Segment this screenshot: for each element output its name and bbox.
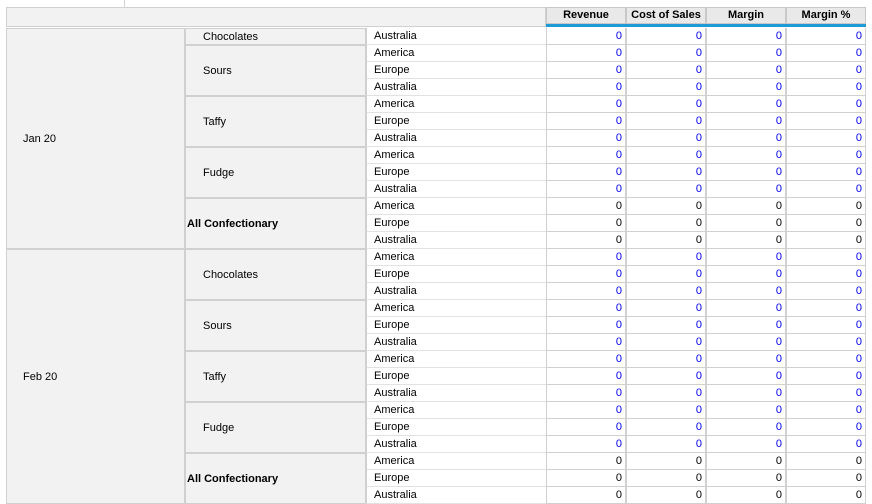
value-cell: 0 <box>786 453 866 470</box>
value-cell[interactable]: 0 <box>546 368 626 385</box>
product-header[interactable] <box>185 402 366 453</box>
value-cell: 0 <box>546 198 626 215</box>
region-label: Australia <box>366 181 546 198</box>
value-cell[interactable]: 0 <box>546 283 626 300</box>
value-cell[interactable]: 0 <box>786 96 866 113</box>
value-cell[interactable]: 0 <box>626 300 706 317</box>
region-label: Europe <box>366 470 546 487</box>
value-cell[interactable]: 0 <box>626 147 706 164</box>
region-label: America <box>366 402 546 419</box>
product-label: All Confectionary <box>187 217 279 230</box>
value-cell[interactable]: 0 <box>546 62 626 79</box>
value-cell[interactable]: 0 <box>706 283 786 300</box>
value-cell: 0 <box>706 453 786 470</box>
region-label: Australia <box>366 28 546 45</box>
value-cell[interactable]: 0 <box>706 300 786 317</box>
value-cell: 0 <box>786 470 866 487</box>
value-cell: 0 <box>786 198 866 215</box>
product-label: Chocolates <box>203 30 259 43</box>
value-cell[interactable]: 0 <box>546 385 626 402</box>
value-cell: 0 <box>786 232 866 249</box>
value-cell: 0 <box>626 487 706 504</box>
value-cell: 0 <box>786 215 866 232</box>
value-cell: 0 <box>546 215 626 232</box>
value-cell[interactable]: 0 <box>706 436 786 453</box>
value-cell: 0 <box>706 198 786 215</box>
value-cell[interactable]: 0 <box>546 402 626 419</box>
region-label: America <box>366 249 546 266</box>
product-header[interactable] <box>185 453 366 504</box>
value-cell: 0 <box>546 232 626 249</box>
value-cell[interactable]: 0 <box>786 45 866 62</box>
product-label: Sours <box>203 64 232 77</box>
region-label: Australia <box>366 436 546 453</box>
value-cell[interactable]: 0 <box>546 351 626 368</box>
value-cell[interactable]: 0 <box>786 147 866 164</box>
value-cell[interactable]: 0 <box>706 164 786 181</box>
product-header[interactable] <box>185 28 366 45</box>
header-accent-bar <box>546 24 866 27</box>
value-cell[interactable]: 0 <box>786 334 866 351</box>
value-cell[interactable]: 0 <box>706 317 786 334</box>
value-cell[interactable]: 0 <box>626 45 706 62</box>
value-cell[interactable]: 0 <box>786 385 866 402</box>
product-label: Sours <box>203 319 232 332</box>
value-cell[interactable]: 0 <box>786 79 866 96</box>
value-cell: 0 <box>626 198 706 215</box>
region-label: America <box>366 198 546 215</box>
value-cell[interactable]: 0 <box>626 113 706 130</box>
value-cell[interactable]: 0 <box>546 419 626 436</box>
region-label: Australia <box>366 385 546 402</box>
value-cell[interactable]: 0 <box>786 419 866 436</box>
value-cell: 0 <box>786 487 866 504</box>
value-cell: 0 <box>626 215 706 232</box>
value-cell: 0 <box>626 232 706 249</box>
value-cell[interactable]: 0 <box>706 62 786 79</box>
value-cell[interactable]: 0 <box>706 419 786 436</box>
value-cell[interactable]: 0 <box>706 79 786 96</box>
product-header[interactable] <box>185 351 366 402</box>
product-label: Chocolates <box>203 268 259 281</box>
value-cell[interactable]: 0 <box>546 130 626 147</box>
month-label: Feb 20 <box>23 370 58 383</box>
product-header[interactable] <box>185 249 366 300</box>
value-cell[interactable]: 0 <box>786 368 866 385</box>
value-cell[interactable]: 0 <box>786 28 866 45</box>
value-cell[interactable]: 0 <box>546 113 626 130</box>
product-header[interactable] <box>185 147 366 198</box>
value-cell[interactable]: 0 <box>706 402 786 419</box>
month-header[interactable] <box>6 28 185 249</box>
value-cell[interactable]: 0 <box>786 300 866 317</box>
col-header-margin[interactable]: Margin <box>706 7 786 24</box>
region-label: America <box>366 300 546 317</box>
value-cell[interactable]: 0 <box>706 351 786 368</box>
value-cell[interactable]: 0 <box>546 266 626 283</box>
value-cell[interactable]: 0 <box>626 402 706 419</box>
value-cell[interactable]: 0 <box>626 385 706 402</box>
value-cell[interactable]: 0 <box>786 130 866 147</box>
col-header-margin-pct[interactable]: Margin % <box>786 7 866 24</box>
region-label: America <box>366 96 546 113</box>
value-cell[interactable]: 0 <box>626 368 706 385</box>
value-cell[interactable]: 0 <box>706 96 786 113</box>
value-cell[interactable]: 0 <box>786 266 866 283</box>
region-label: Europe <box>366 368 546 385</box>
value-cell[interactable]: 0 <box>626 62 706 79</box>
region-label: Europe <box>366 164 546 181</box>
region-label: America <box>366 147 546 164</box>
value-cell[interactable]: 0 <box>546 317 626 334</box>
region-label: Australia <box>366 232 546 249</box>
value-cell[interactable]: 0 <box>546 181 626 198</box>
value-cell[interactable]: 0 <box>626 436 706 453</box>
value-cell[interactable]: 0 <box>706 385 786 402</box>
value-cell[interactable]: 0 <box>786 283 866 300</box>
value-cell: 0 <box>626 470 706 487</box>
value-cell[interactable]: 0 <box>786 249 866 266</box>
value-cell: 0 <box>546 453 626 470</box>
value-cell[interactable]: 0 <box>626 334 706 351</box>
product-header[interactable] <box>185 300 366 351</box>
col-header-cost-of-sales[interactable]: Cost of Sales <box>626 7 706 24</box>
value-cell: 0 <box>546 470 626 487</box>
value-cell[interactable]: 0 <box>786 62 866 79</box>
product-label: Taffy <box>203 370 227 383</box>
region-label: Europe <box>366 317 546 334</box>
value-cell[interactable]: 0 <box>786 181 866 198</box>
region-label: Australia <box>366 130 546 147</box>
value-cell: 0 <box>626 453 706 470</box>
value-cell[interactable]: 0 <box>626 266 706 283</box>
region-label: America <box>366 351 546 368</box>
row-header-band <box>6 7 546 27</box>
region-label: Australia <box>366 79 546 96</box>
value-cell[interactable]: 0 <box>546 300 626 317</box>
value-cell[interactable]: 0 <box>626 96 706 113</box>
value-cell[interactable]: 0 <box>706 45 786 62</box>
value-cell: 0 <box>706 470 786 487</box>
region-label: Australia <box>366 487 546 504</box>
value-cell: 0 <box>706 487 786 504</box>
region-label: Europe <box>366 419 546 436</box>
product-header[interactable] <box>185 96 366 147</box>
value-cell[interactable]: 0 <box>786 164 866 181</box>
product-header[interactable] <box>185 198 366 249</box>
value-cell[interactable]: 0 <box>706 249 786 266</box>
month-header[interactable] <box>6 249 185 504</box>
value-cell[interactable]: 0 <box>626 317 706 334</box>
region-label: Australia <box>366 334 546 351</box>
product-label: Taffy <box>203 115 227 128</box>
region-label: America <box>366 45 546 62</box>
region-label: Europe <box>366 62 546 79</box>
value-cell[interactable]: 0 <box>546 147 626 164</box>
value-cell[interactable]: 0 <box>626 283 706 300</box>
region-label: Europe <box>366 215 546 232</box>
value-cell[interactable]: 0 <box>786 113 866 130</box>
col-header-revenue[interactable]: Revenue <box>546 7 626 24</box>
region-label: Europe <box>366 113 546 130</box>
value-cell[interactable]: 0 <box>546 249 626 266</box>
value-cell: 0 <box>706 215 786 232</box>
value-cell[interactable]: 0 <box>706 147 786 164</box>
value-cell[interactable]: 0 <box>626 130 706 147</box>
value-cell[interactable]: 0 <box>546 79 626 96</box>
value-cell: 0 <box>546 487 626 504</box>
product-label: Fudge <box>203 166 235 179</box>
value-cell[interactable]: 0 <box>706 368 786 385</box>
value-cell[interactable]: 0 <box>626 419 706 436</box>
value-cell[interactable]: 0 <box>706 181 786 198</box>
value-cell[interactable]: 0 <box>786 402 866 419</box>
value-cell[interactable]: 0 <box>706 113 786 130</box>
month-label: Jan 20 <box>23 132 57 145</box>
product-label: Fudge <box>203 421 235 434</box>
value-cell[interactable]: 0 <box>546 334 626 351</box>
value-cell[interactable]: 0 <box>626 164 706 181</box>
value-cell[interactable]: 0 <box>546 45 626 62</box>
value-cell[interactable]: 0 <box>546 96 626 113</box>
value-cell[interactable]: 0 <box>786 317 866 334</box>
value-cell[interactable]: 0 <box>546 164 626 181</box>
value-cell[interactable]: 0 <box>626 249 706 266</box>
value-cell[interactable]: 0 <box>786 436 866 453</box>
value-cell: 0 <box>706 232 786 249</box>
value-cell[interactable]: 0 <box>546 436 626 453</box>
value-cell[interactable]: 0 <box>706 130 786 147</box>
region-label: America <box>366 453 546 470</box>
value-cell[interactable]: 0 <box>546 28 626 45</box>
value-cell[interactable]: 0 <box>786 351 866 368</box>
value-cell[interactable]: 0 <box>626 28 706 45</box>
product-header[interactable] <box>185 45 366 96</box>
value-cell[interactable]: 0 <box>706 28 786 45</box>
value-cell[interactable]: 0 <box>626 181 706 198</box>
top-divider <box>0 0 125 7</box>
region-label: Australia <box>366 283 546 300</box>
value-cell[interactable]: 0 <box>706 266 786 283</box>
value-cell[interactable]: 0 <box>626 79 706 96</box>
value-cell[interactable]: 0 <box>626 351 706 368</box>
product-label: All Confectionary <box>187 472 279 485</box>
region-label: Europe <box>366 266 546 283</box>
value-cell[interactable]: 0 <box>706 334 786 351</box>
